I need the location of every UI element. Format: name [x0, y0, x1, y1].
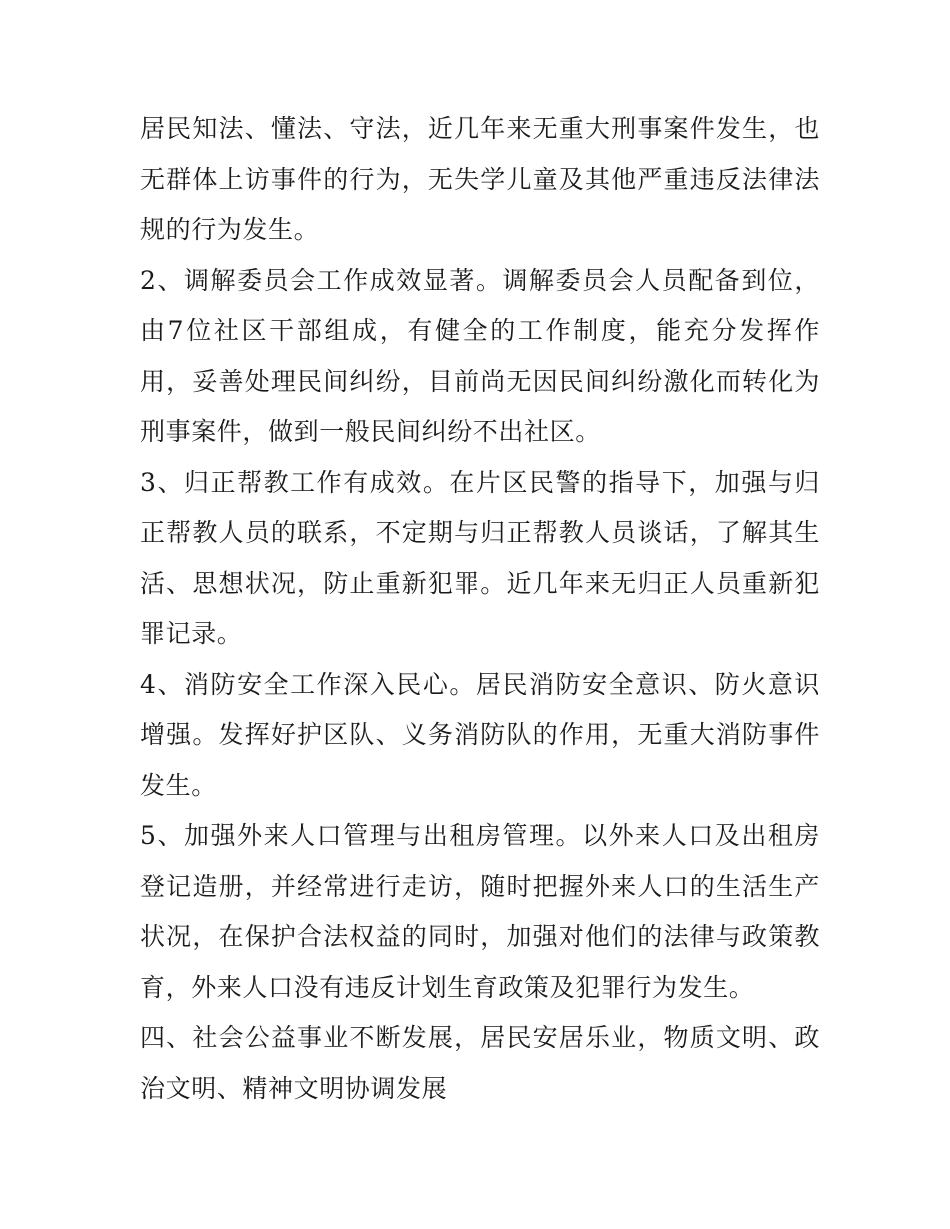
paragraph-rehabilitation: 3、归正帮教工作有成效。在片区民警的指导下，加强与归正帮教人员的联系，不定期与归正帮教人员谈话，了解其生活、思想状况，防止重新犯罪。近几年来无归正人员重新犯罪记录。: [140, 467, 820, 648]
document-body: [140, 104, 820, 1114]
paragraph-law-awareness: 居民知法、懂法、守法，近几年来无重大刑事案件发生，也无群体上访事件的行为，无失学儿童及其他严重违反法律法规的行为发生。: [140, 114, 820, 244]
paragraph-migrant-management: 5、加强外来人口管理与出租房管理。以外来人口及出租房登记造册，并经常进行走访，随时把握外来人口的生活生产状况，在保护合法权益的同时，加强对他们的法律与政策教育，外来人口没有违反计划生育政策及犯罪行为发生。: [140, 821, 820, 1002]
paragraph-mediation-committee: 2、调解委员会工作成效显著。调解委员会人员配备到位，由7位社区干部组成，有健全的工作制度，能充分发挥作用，妥善处理民间纠纷，目前尚无因民间纠纷激化而转化为刑事案件，做到一般民间纠纷不出社区。: [140, 265, 820, 446]
section-heading-public-welfare: 四、社会公益事业不断发展，居民安居乐业，物质文明、政治文明、精神文明协调发展: [140, 1023, 820, 1103]
paragraph-fire-safety: 4、消防安全工作深入民心。居民消防安全意识、防火意识增强。发挥好护区队、义务消防队的作用，无重大消防事件发生。: [140, 669, 820, 800]
